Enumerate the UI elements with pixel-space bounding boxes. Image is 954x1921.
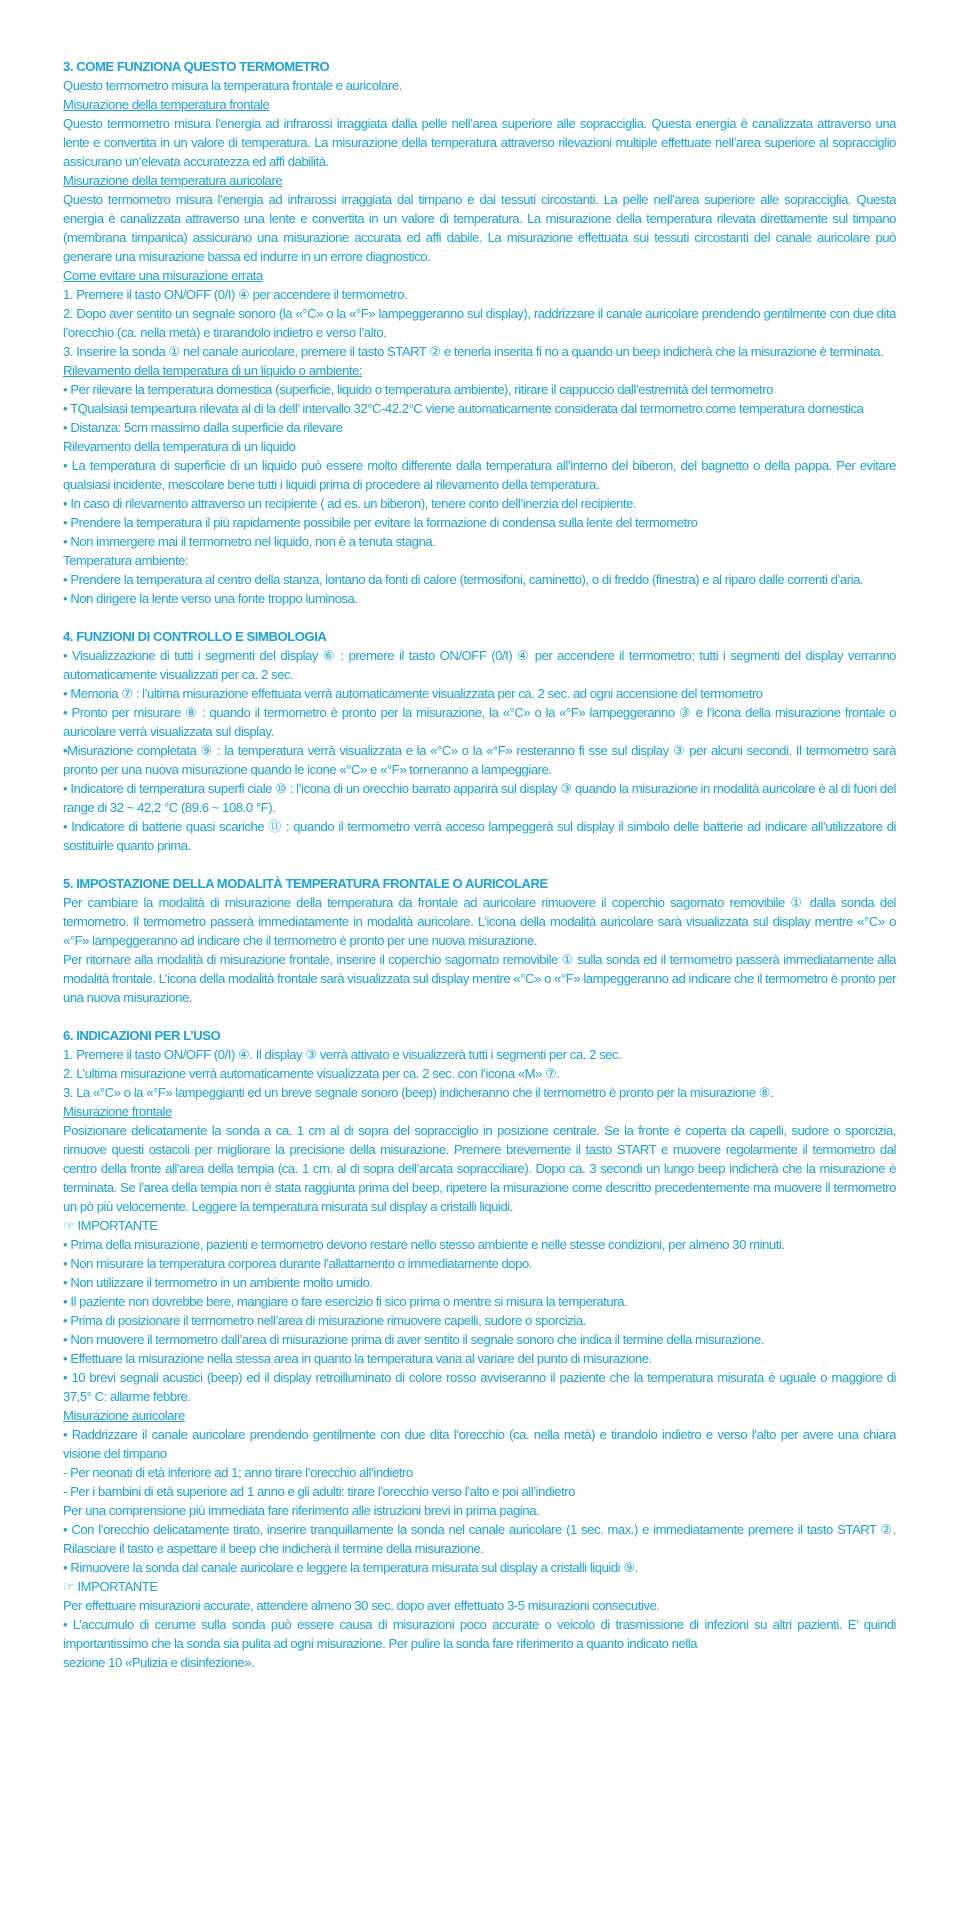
paragraph: • Distanza: 5cm massimo dalla superficie da rilevare: [63, 420, 343, 435]
paragraph: • Prendere la temperatura al centro della stanza, lontano da fonti di calore (termosifoni, caminetto), o di freddo (finestra) e al riparo dalle correnti d’aria.: [63, 572, 864, 587]
paragraph: Per cambiare la modalità di misurazione della temperatura da frontale ad auricolare rimuovere il coperchio sagomato removibile ① dalla sonda del termometro. Il termometro passerà immediatamente in modalità auricolare. L’icona della modalità auricolare sarà visualizzata sul display mentre «°C» o «°F» lampeggeranno ad indicare che il termometro è pronto per une nuova misurazione.: [63, 895, 896, 948]
subheading: Misurazione frontale: [63, 1104, 172, 1119]
paragraph: • 10 brevi segnali acustici (beep) ed il display retroilluminato di colore rosso avviseranno il paziente che la temperatura misurata è uguale o maggiore di 37,5° C: allarme febbre.: [63, 1370, 896, 1404]
paragraph: Per una comprensione più immediata fare riferimento alle istruzioni brevi in prima pagina.: [63, 1503, 540, 1518]
section-title: 3. COME FUNZIONA QUESTO TERMOMETRO: [63, 59, 330, 74]
spacer: [63, 608, 896, 627]
paragraph: Posizionare delicatamente la sonda a ca. 1 cm al di sopra del sopracciglio in posizione centrale. Se la fronte è coperta da capelli, sudore o sporcizia, rimuove questi ostacoli per migliorare la precisione della misurazione. Premere brevemente il tasto START e muovere regolarmente il termometro dal centro della fronte all’area della tempia (ca. 1 cm. al di sopra dell’arcata sopracciliare). Dopo ca. 3 secondi un lungo beep indicherà che la misurazione è terminata. Se l’area della tempia non è stata raggiunta prima del beep, ripetere la misurazione come descritto precedentemente ma muovere il termometro un pò più velocemente. Leggere la temperatura misurata sul display a cristalli liquidi.: [63, 1123, 896, 1214]
paragraph: • Raddrizzare il canale auricolare prendendo gentilmente con due dita l’orecchio (ca. nella metà) e tirandolo indietro e verso l’alto per avere una chiara visione del timpano: [63, 1427, 896, 1461]
paragraph: • Indicatore di batterie quasi scariche ⑪ : quando il termometro verrà acceso lampeggerà sul display il simbolo delle batterie ad indicare all’utilizzatore di sostituirle quanto prima.: [63, 819, 896, 853]
paragraph: • Pronto per misurare ⑧ : quando il termometro è pronto per la misurazione, la «°C» o la «°F» lampeggeranno ③ e l’icona della misurazione frontale o auricolare verrà visualizzata sul display.: [63, 705, 896, 739]
paragraph: • Rimuovere la sonda dal canale auricolare e leggere la temperatura misurata sul display a cristalli liquidi ⑨.: [63, 1560, 638, 1575]
section-5: [63, 874, 896, 1007]
section-title: 6. INDICAZIONI PER L’USO: [63, 1028, 221, 1043]
section-title: 5. IMPOSTAZIONE DELLA MODALITÀ TEMPERATURA FRONTALE O AURICOLARE: [63, 876, 548, 891]
paragraph: Questo termometro misura la temperatura frontale e auricolare.: [63, 78, 402, 93]
paragraph: • Non utilizzare il termometro in un ambiente molto umido.: [63, 1275, 373, 1290]
paragraph: sezione 10 «Pulizia e disinfezione».: [63, 1655, 255, 1670]
paragraph: 2. Dopo aver sentito un segnale sonoro (la «°C» o la «°F» lampeggeranno sul display), raddrizzare il canale auricolare prendendo gentilmente con due dita l’orecchio (ca. nella metà) e tirarandolo indietro e verso l’alto.: [63, 306, 896, 340]
paragraph: • Il paziente non dovrebbe bere, mangiare o fare esercizio fi sico prima o mentre si misura la temperatura.: [63, 1294, 628, 1309]
paragraph: Per effettuare misurazioni accurate, attendere almeno 30 sec. dopo aver effettuato 3-5 misurazioni consecutive.: [63, 1598, 660, 1613]
subheading: Come evitare una misurazione errata: [63, 268, 263, 283]
paragraph: • La temperatura di superficie di un liquido può essere molto differente dalla temperatura all’interno del biberon, del bagnetto o della pappa. Per evitare qualsiasi incidente, mescolare bene tutti i liquidi prima di procedere al rilevamento della temperatura.: [63, 458, 896, 492]
subheading: Misurazione auricolare: [63, 1408, 185, 1423]
paragraph: • In caso di rilevamento attraverso un recipiente ( ad es. un biberon), tenere conto dell’inerzia del recipiente.: [63, 496, 637, 511]
paragraph: • Visualizzazione di tutti i segmenti del display ⑥ : premere il tasto ON/OFF (0/I) ④ per accendere il termometro; tutti i segmenti del display verranno automaticamente visualizzati per ca. 2 sec.: [63, 648, 896, 682]
paragraph: • TQualsiasi tempeartura rilevata al di la dell’ intervallo 32°C-42.2°C viene automaticamente considerata dal termometro come temperatura domestica: [63, 401, 864, 416]
paragraph: - Per neonati di età inferiore ad 1; anno tirare l’orecchio all’indietro: [63, 1465, 413, 1480]
paragraph: • Memoria ⑦ : l’ultima misurazione effettuata verrà automaticamente visualizzata per ca. 2 sec. ad ogni accensione del termometro: [63, 686, 763, 701]
paragraph: ☞ IMPORTANTE: [63, 1579, 158, 1594]
section-6: [63, 1026, 896, 1672]
paragraph: Rilevamento della temperatura di un liquido: [63, 439, 296, 454]
paragraph: • Prima della misurazione, pazienti e termometro devono restare nello stesso ambiente e nelle stesse condizioni, per almeno 30 minuti.: [63, 1237, 785, 1252]
paragraph: 1. Premere il tasto ON/OFF (0/I) ④. Il display ③ verrà attivato e visualizzerà tutti i segmenti per ca. 2 sec.: [63, 1047, 622, 1062]
paragraph: • Prima di posizionare il termometro nell’area di misurazione rimuovere capelli, sudore o sporcizia.: [63, 1313, 586, 1328]
paragraph: Per ritornare alla modalità di misurazione frontale, inserire il coperchio sagomato removibile ① sulla sonda ed il termometro passerà immediatamente alla modalità frontale. L’icona della modalità frontale sarà visualizzata sul display mentre «°C» o «°F» lampeggeranno ad indicare che il termometro è pronto per una nuova misurazione.: [63, 952, 896, 1005]
subheading: Misurazione della temperatura auricolare: [63, 173, 283, 188]
paragraph: • Prendere la temperatura il più rapidamente possibile per evitare la formazione di condensa sulla lente del termometro: [63, 515, 698, 530]
subheading: Rilevamento della temperatura di un liquido o ambiente:: [63, 363, 363, 378]
spacer: [63, 855, 896, 874]
paragraph: • Non immergere mai il termometro nel liquido, non è a tenuta stagna.: [63, 534, 436, 549]
paragraph: 3. La «°C» o la «°F» lampeggianti ed un breve segnale sonoro (beep) indicheranno che il termometro è pronto per la misurazione ⑧.: [63, 1085, 774, 1100]
paragraph: 2. L’ultima misurazione verrà automaticamente visualizzata per ca. 2 sec. con l’icona «M» ⑦.: [63, 1066, 560, 1081]
paragraph: • Effettuare la misurazione nella stessa area in quanto la temperatura varia al variare del punto di misurazione.: [63, 1351, 652, 1366]
paragraph: Questo termometro misura l’energia ad infrarossi irraggiata dal timpano e dai tessuti circostanti. La pelle nell’area superiore alle sopracciglia. Questa energia è canalizzata attraverso una lente e convertita in un valore di temperatura. La misurazione della temperatura rilevata direttamente sul timpano (membrana timpanica) assicurano una misurazione accurata ed affi dabile. La misurazione effettuata sui tessuti circostanti del canale auricolare può generare una misurazione bassa ed indurre in un errore diagnostico.: [63, 192, 896, 264]
paragraph: 1. Premere il tasto ON/OFF (0/I) ④ per accendere il termometro.: [63, 287, 408, 302]
spacer: [63, 1007, 896, 1026]
paragraph: •Misurazione completata ⑨ : la temperatura verrà visualizzata e la «°C» o la «°F» resteranno fi sse sul display ③ per alcuni secondi. Il termometro sarà pronto per una nuova misurazione quando le icone «°C» e «°F» torneranno a lampeggiare.: [63, 743, 896, 777]
paragraph: 3. Inserire la sonda ① nel canale auricolare, premere il tasto START ② e tenerla inserita fi no a quando un beep indicherà che la misurazione è terminata.: [63, 344, 884, 359]
paragraph: Questo termometro misura l’energia ad infrarossi irraggiata dalla pelle nell’area superiore alle sopracciglia. Questa energia è canalizzata attraverso una lente e convertita in un valore di temperatura. La misurazione della temperatura attraverso rilevazioni multiple effettuate nell’area superiore al sopracciglio assicurano un’elevata accuratezza ed affi dabilità.: [63, 116, 896, 169]
paragraph: - Per i bambini di età superiore ad 1 anno e gli adulti: tirare l’orecchio verso l’alto e poi all’indietro: [63, 1484, 575, 1499]
subheading: Misurazione della temperatura frontale: [63, 97, 270, 112]
paragraph: • Non misurare la temperatura corporea durante l’allattamento o immediatamente dopo.: [63, 1256, 532, 1271]
paragraph: ☞ IMPORTANTE: [63, 1218, 158, 1233]
paragraph: • Indicatore di temperatura superfi ciale ⑩ : l’icona di un orecchio barrato apparirà sul display ③ quando la misurazione in modalità auricolare è al di fuori del range di 32 ~ 42,2 °C (89.6 ~ 108.0 °F).: [63, 781, 896, 815]
section-3: [63, 57, 896, 608]
paragraph: Temperatura ambiente:: [63, 553, 189, 568]
paragraph: • L’accumulo di cerume sulla sonda può essere causa di misurazioni poco accurate o veicolo di trasmissione di infezioni su altri pazienti. E’ quindi importantissimo che la sonda sia pulita ad ogni misurazione. Per pulire la sonda fare riferimento a quanto indicato nella: [63, 1617, 896, 1651]
paragraph: • Con l’orecchio delicatamente tirato, inserire tranquillamente la sonda nel canale auricolare (1 sec. max.) e immediatamente premere il tasto START ②. Rilasciare il tasto e aspettare il beep che indicherà il termine della misurazione.: [63, 1522, 896, 1556]
paragraph: • Non muovere il termometro dall’area di misurazione prima di aver sentito il segnale sonoro che indica il termine della misurazione.: [63, 1332, 764, 1347]
section-title: 4. FUNZIONI DI CONTROLLO E SIMBOLOGIA: [63, 629, 327, 644]
paragraph: • Per rilevare la temperatura domestica (superficie, liquido o temperatura ambiente), ritirare il cappuccio dall’estremità del termometro: [63, 382, 773, 397]
document-page: [63, 57, 896, 1672]
paragraph: • Non dirigere la lente verso una fonte troppo luminosa.: [63, 591, 358, 606]
section-4: [63, 627, 896, 855]
